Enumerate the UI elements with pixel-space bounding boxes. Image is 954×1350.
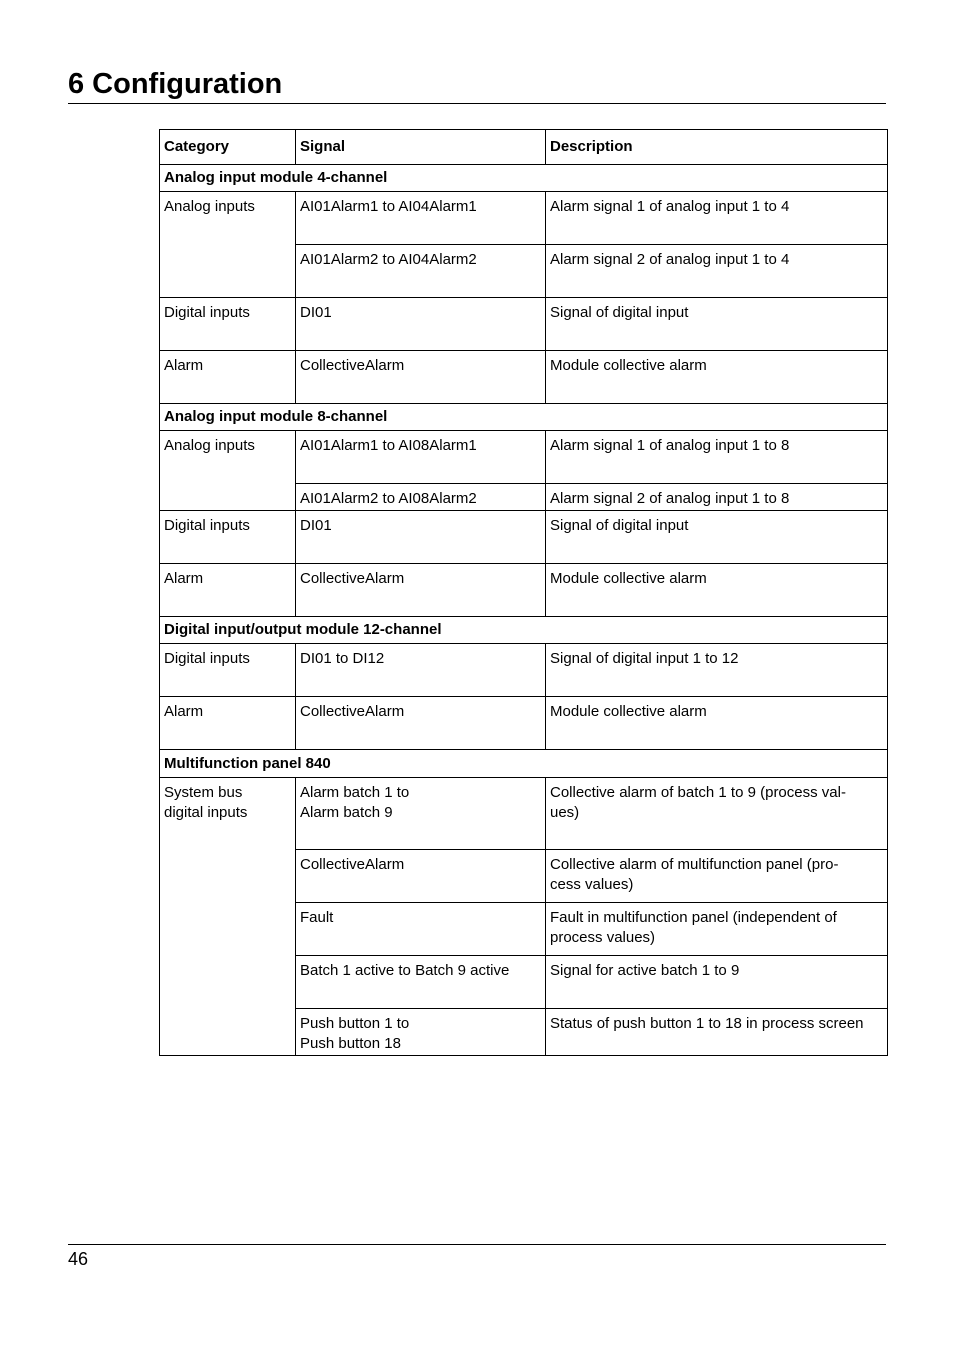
signal-table (159, 129, 888, 1056)
signal-cell: DI01 to DI12 (296, 644, 546, 697)
description-cell: Collective alarm of multifunction panel (pro- cess values) (546, 850, 888, 903)
signal-cell: AI01Alarm1 to AI04Alarm1 (296, 192, 546, 245)
category-cell: Digital inputs (160, 298, 296, 351)
category-cell: Alarm (160, 697, 296, 750)
description-cell: Signal of digital input (546, 298, 888, 351)
description-cell: Alarm signal 1 of analog input 1 to 4 (546, 192, 888, 245)
table-row (160, 564, 888, 617)
category-cell: Alarm (160, 564, 296, 617)
signal-cell: Alarm batch 1 to Alarm batch 9 (296, 778, 546, 850)
signal-cell: AI01Alarm2 to AI08Alarm2 (296, 484, 546, 511)
description-cell: Status of push button 1 to 18 in process screen (546, 1009, 888, 1056)
table-row (160, 644, 888, 697)
table-row (160, 298, 888, 351)
description-cell: Fault in multifunction panel (independent of process values) (546, 903, 888, 956)
description-cell: Module collective alarm (546, 564, 888, 617)
section-title: Multifunction panel 840 (160, 750, 888, 778)
signal-cell: Batch 1 active to Batch 9 active (296, 956, 546, 1009)
footer-rule (68, 1244, 886, 1245)
header-rule (68, 103, 886, 104)
section-title: Digital input/output module 12-channel (160, 617, 888, 644)
description-cell: Collective alarm of batch 1 to 9 (process val- ues) (546, 778, 888, 850)
category-cell: Digital inputs (160, 644, 296, 697)
table-row (160, 697, 888, 750)
category-cell: Analog inputs (160, 192, 296, 298)
column-header-description: Description (546, 130, 888, 165)
signal-cell: AI01Alarm1 to AI08Alarm1 (296, 431, 546, 484)
category-cell: Alarm (160, 351, 296, 404)
signal-cell: AI01Alarm2 to AI04Alarm2 (296, 245, 546, 298)
table-row (160, 511, 888, 564)
description-cell: Alarm signal 2 of analog input 1 to 8 (546, 484, 888, 511)
category-cell: Analog inputs (160, 431, 296, 511)
section-title: Analog input module 4-channel (160, 165, 888, 192)
signal-cell: DI01 (296, 298, 546, 351)
description-cell: Signal of digital input 1 to 12 (546, 644, 888, 697)
section-header-row (160, 165, 888, 192)
section-header-row (160, 617, 888, 644)
column-header-category: Category (160, 130, 296, 165)
table-row (160, 351, 888, 404)
signal-cell: CollectiveAlarm (296, 564, 546, 617)
section-header-row (160, 404, 888, 431)
table-header-row (160, 130, 888, 165)
description-cell: Module collective alarm (546, 351, 888, 404)
signal-cell: Push button 1 to Push button 18 (296, 1009, 546, 1056)
category-cell: Digital inputs (160, 511, 296, 564)
signal-cell: CollectiveAlarm (296, 351, 546, 404)
description-cell: Module collective alarm (546, 697, 888, 750)
signal-cell: DI01 (296, 511, 546, 564)
description-cell: Signal of digital input (546, 511, 888, 564)
signal-cell: CollectiveAlarm (296, 697, 546, 750)
description-cell: Alarm signal 2 of analog input 1 to 4 (546, 245, 888, 298)
signal-cell: CollectiveAlarm (296, 850, 546, 903)
section-header-row (160, 750, 888, 778)
table-row (160, 431, 888, 484)
description-cell: Signal for active batch 1 to 9 (546, 956, 888, 1009)
page-number: 46 (68, 1249, 89, 1269)
column-header-signal: Signal (296, 130, 546, 165)
signal-cell: Fault (296, 903, 546, 956)
description-cell: Alarm signal 1 of analog input 1 to 8 (546, 431, 888, 484)
table-row (160, 192, 888, 245)
section-title: Analog input module 8-channel (160, 404, 888, 431)
page-title: 6 Configuration (68, 68, 283, 100)
table-row (160, 778, 888, 850)
category-cell: System bus digital inputs (160, 778, 296, 1056)
